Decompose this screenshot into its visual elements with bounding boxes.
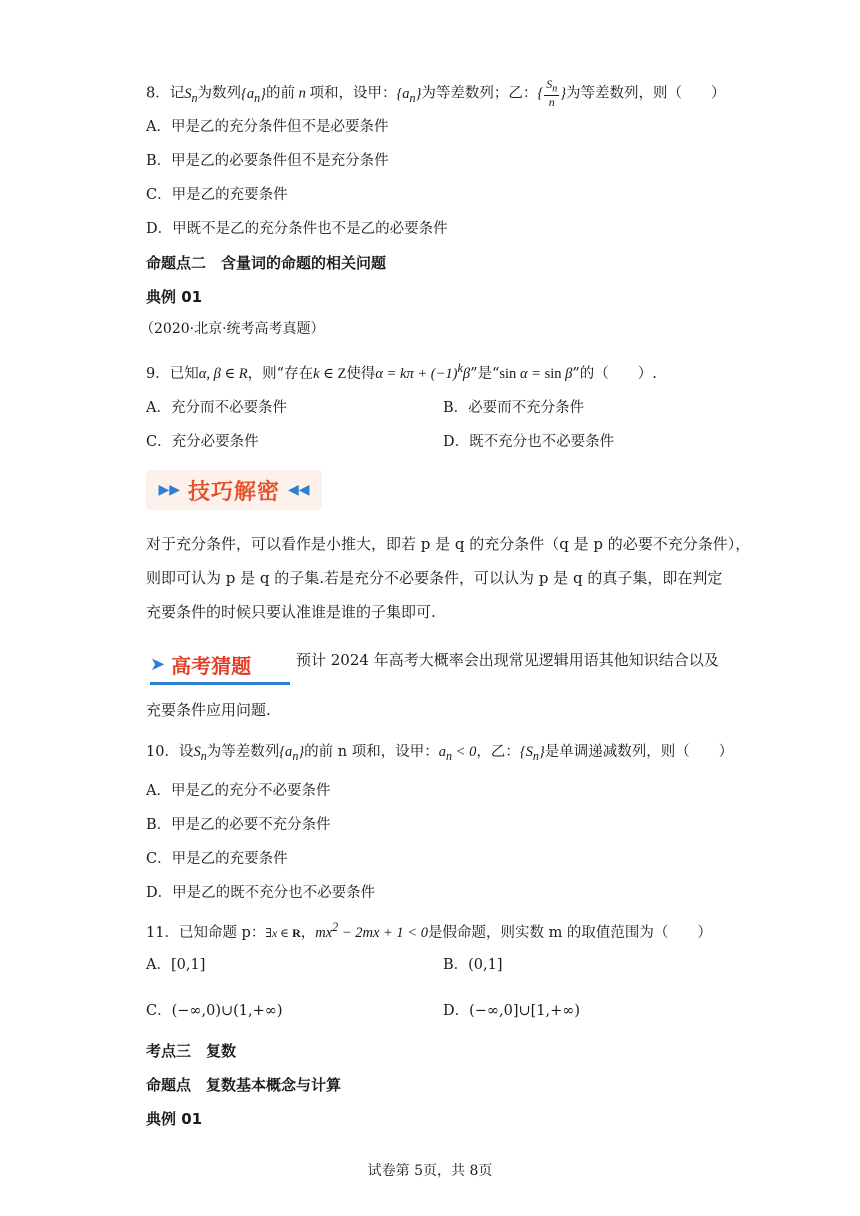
tips-line: 对于充分条件，可以看作是小推大，即若 p 是 q 的充分条件（q 是 p 的必要不充分条件）， [146, 535, 751, 553]
section-heading-2: 命题点二 含量词的命题的相关问题 [146, 254, 387, 272]
q11-option-a[interactable]: A．[0,1] [146, 957, 206, 973]
tips-line: 则即可认为 p 是 q 的子集.若是充分不必要条件，可以认为 p 是 q 的真子集，即在判定 [146, 569, 723, 587]
q11-option-d[interactable]: D．(−∞,0]∪[1,+∞) [443, 1003, 581, 1019]
gaokao-title: 高考猜题 [171, 653, 252, 678]
arrow-right-icon: ▶▶ [158, 482, 180, 498]
q10-option-a[interactable]: A．甲是乙的充分不必要条件 [146, 783, 331, 799]
q10-option-b[interactable]: B．甲是乙的必要不充分条件 [146, 817, 331, 833]
subsection-heading: 命题点 复数基本概念与计算 [146, 1076, 342, 1094]
q10-option-c[interactable]: C．甲是乙的充要条件 [146, 851, 288, 867]
tips-line: 充要条件的时候只要认准谁是谁的子集即可. [146, 603, 436, 621]
q8-option-a[interactable]: A．甲是乙的充分条件但不是必要条件 [146, 119, 389, 135]
source-note: （2020·北京·统考高考真题） [140, 321, 325, 337]
q8-option-b[interactable]: B．甲是乙的必要条件但不是充分条件 [146, 153, 389, 169]
q11-stem: 11．已知命题 p：∃x ∈ R，$mx^2 - 2mx + 1 < 0$是假命题，则实数 m 的取值范围为（ ） [146, 920, 712, 941]
q10-stem: 10．设$S_n$为等差数列$\{a_n\}$的前 n 项和，设甲：$a_n < 0$，乙：$\{S_n\}$是单调递减数列，则（ ） [146, 744, 734, 763]
gaokao-line-1: 预计 2024 年高考大概率会出现常见逻辑用语其他知识结合以及 [296, 651, 719, 669]
q9-stem: 9．已知α, β ∈ R，则“存在k ∈ Z使得$\alpha = k\pi + (-1)^k\beta$”是“sin α = sin β”的（ ）. [146, 361, 657, 382]
section-heading-3: 考点三 复数 [146, 1042, 237, 1060]
triangle-arrow-icon: ➤ [150, 653, 166, 675]
q9-option-a[interactable]: A．充分而不必要条件 [146, 400, 287, 416]
arrow-left-icon: ◀◀ [288, 482, 310, 498]
tips-paragraph [146, 527, 751, 629]
q8-stem: 8．记$S_n$为数列$\{a_n\}$的前 n 项和，设甲：$\{a_n\}$为等差数列；乙：{ $\frac{S_n}{n}$ }为等差数列，则（ ） [146, 77, 726, 110]
q9-option-b[interactable]: B．必要而不充分条件 [443, 400, 585, 416]
example-label: 典例 01 [146, 288, 203, 306]
q8-option-c[interactable]: C．甲是乙的充要条件 [146, 187, 288, 203]
gaokao-banner [150, 646, 290, 685]
q8-option-d[interactable]: D．甲既不是乙的充分条件也不是乙的必要条件 [146, 221, 448, 237]
page-footer: 试卷第 5页，共 8页 [367, 1163, 493, 1179]
q11-option-c[interactable]: C．(−∞,0)∪(1,+∞) [146, 1003, 283, 1019]
q9-option-d[interactable]: D．既不充分也不必要条件 [443, 434, 615, 450]
tips-banner [146, 470, 322, 510]
q9-option-c[interactable]: C．充分必要条件 [146, 434, 259, 450]
q10-option-d[interactable]: D．甲是乙的既不充分也不必要条件 [146, 885, 376, 901]
sn-over-n-fraction: $\frac{S_n}{n}$ [546, 77, 558, 110]
gaokao-line-2: 充要条件应用问题. [146, 701, 271, 719]
tips-title: 技巧解密 [187, 479, 280, 505]
q11-option-b[interactable]: B．(0,1] [443, 957, 503, 973]
example-label: 典例 01 [146, 1110, 203, 1128]
